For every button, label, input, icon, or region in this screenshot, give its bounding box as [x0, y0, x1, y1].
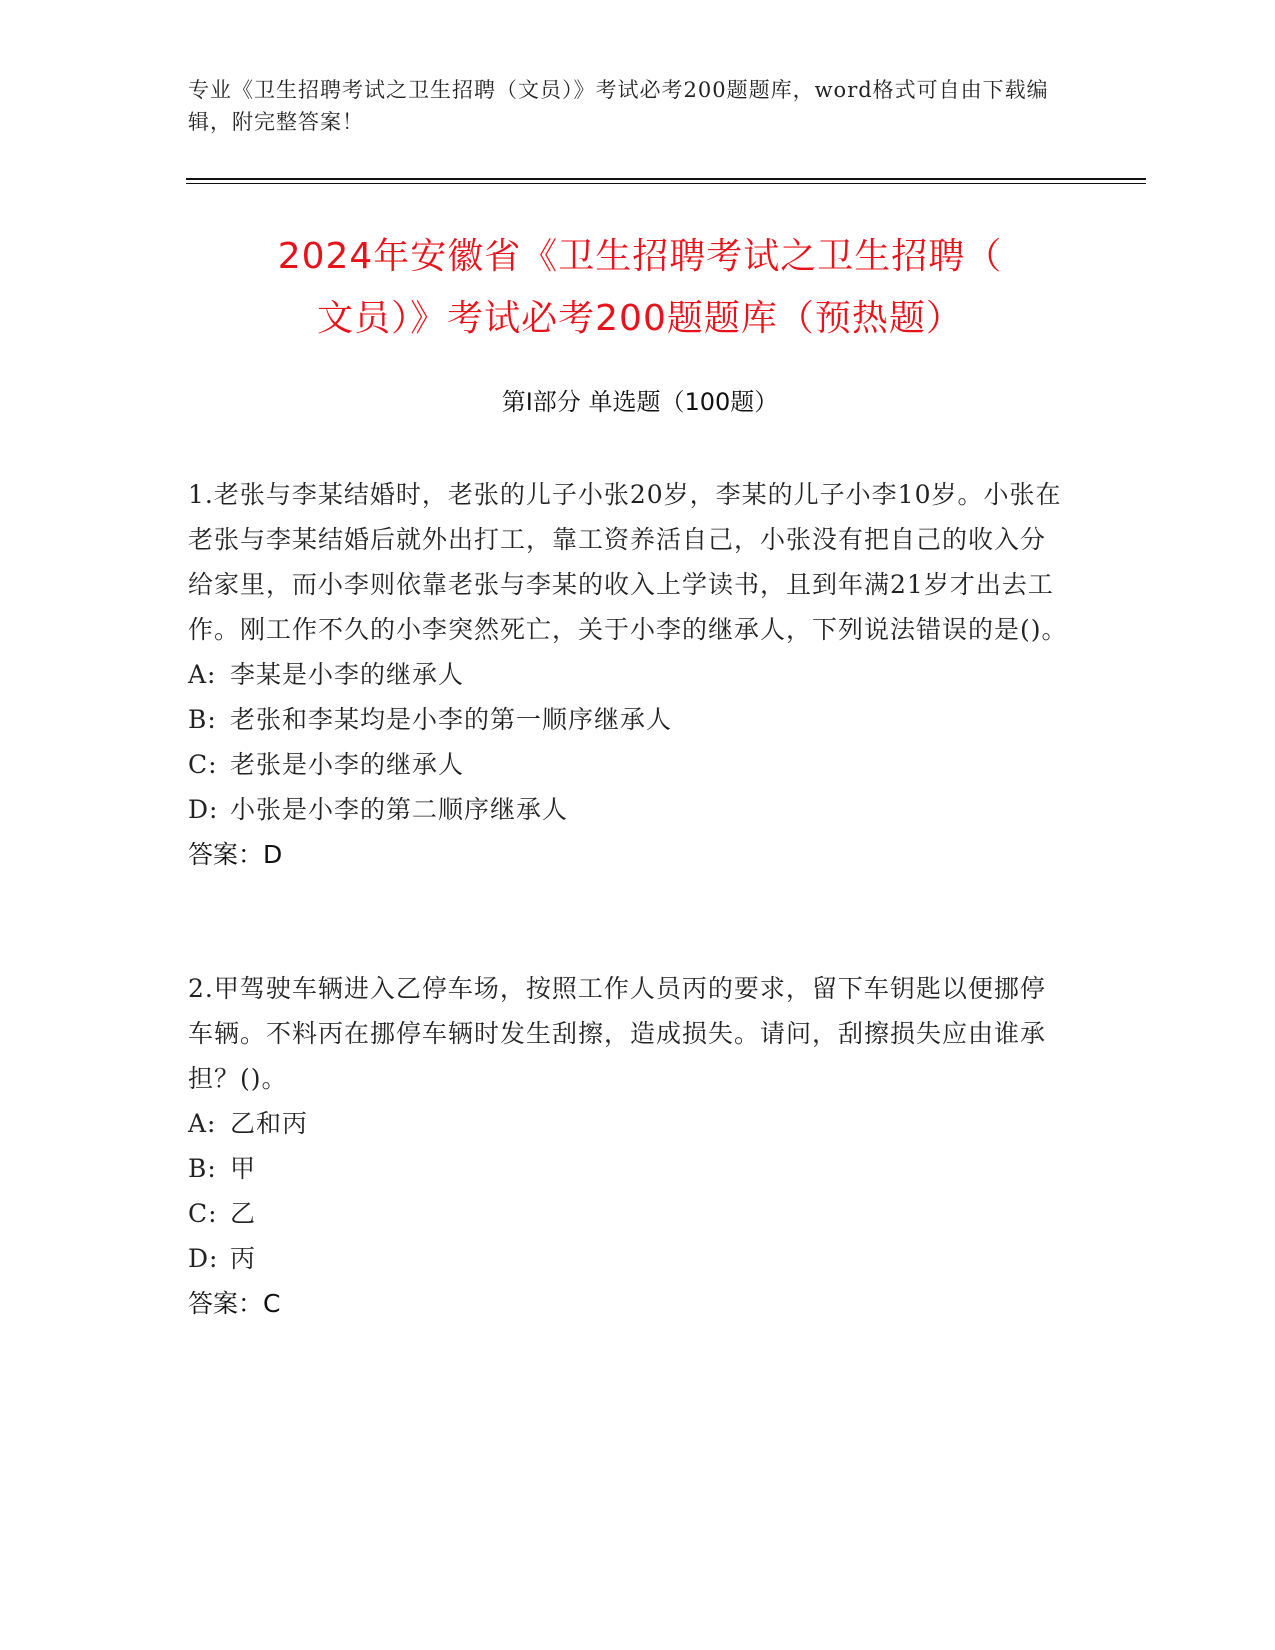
- header-divider-thick: [186, 178, 1146, 180]
- document-title: [186, 226, 1094, 350]
- option-text: 乙和丙: [230, 1109, 309, 1138]
- header-divider-thin: [186, 183, 1146, 184]
- question-stem: 2.甲驾驶车辆进入乙停车场，按照工作人员丙的要求，留下车钥匙以便挪停车辆。不料丙在挪停车辆时发生刮擦，造成损失。请问，刮擦损失应由谁承担？()。: [188, 974, 1047, 1093]
- answer: 答案：D: [188, 840, 283, 869]
- question-1: [188, 472, 1068, 877]
- option-b: [188, 1146, 1068, 1191]
- option-letter: B:: [188, 1154, 217, 1183]
- option-letter: C:: [188, 1199, 218, 1228]
- option-d: [188, 787, 1068, 832]
- option-letter: D:: [188, 795, 219, 824]
- option-text: 老张是小李的继承人: [230, 750, 465, 779]
- option-text: 李某是小李的继承人: [230, 660, 465, 689]
- option-a: [188, 1101, 1068, 1146]
- option-text: 老张和李某均是小李的第一顺序继承人: [230, 705, 673, 734]
- option-letter: C:: [188, 750, 218, 779]
- option-letter: A:: [188, 660, 217, 689]
- header-note: 专业《卫生招聘考试之卫生招聘（文员）》考试必考200题题库，word格式可自由下载编辑，附完整答案！: [188, 78, 1049, 134]
- title-line-2: 文员）》考试必考200题题库（预热题）: [317, 298, 963, 339]
- option-a: [188, 652, 1068, 697]
- option-text: 丙: [230, 1244, 257, 1273]
- option-d: [188, 1236, 1068, 1281]
- answer: 答案：C: [188, 1289, 281, 1318]
- option-letter: A:: [188, 1109, 217, 1138]
- option-letter: B:: [188, 705, 217, 734]
- question-2: [188, 966, 1068, 1326]
- option-letter: D:: [188, 1244, 219, 1273]
- title-line-1: 2024年安徽省《卫生招聘考试之卫生招聘（: [277, 236, 1003, 277]
- option-c: [188, 742, 1068, 787]
- option-text: 小张是小李的第二顺序继承人: [230, 795, 569, 824]
- section-title: 第I部分 单选题（100题）: [501, 388, 779, 416]
- option-b: [188, 697, 1068, 742]
- question-stem: 1.老张与李某结婚时，老张的儿子小张20岁，李某的儿子小李10岁。小张在老张与李某结婚后就外出打工，靠工资养活自己，小张没有把自己的收入分给家里，而小李则依靠老张与李某的收入上学读书，且到年满21岁才出去工作。刚工作不久的小李突然死亡，关于小李的继承人，下列说法错误的是()。: [188, 480, 1068, 644]
- option-c: [188, 1191, 1068, 1236]
- option-text: 乙: [230, 1199, 257, 1228]
- option-text: 甲: [230, 1154, 257, 1183]
